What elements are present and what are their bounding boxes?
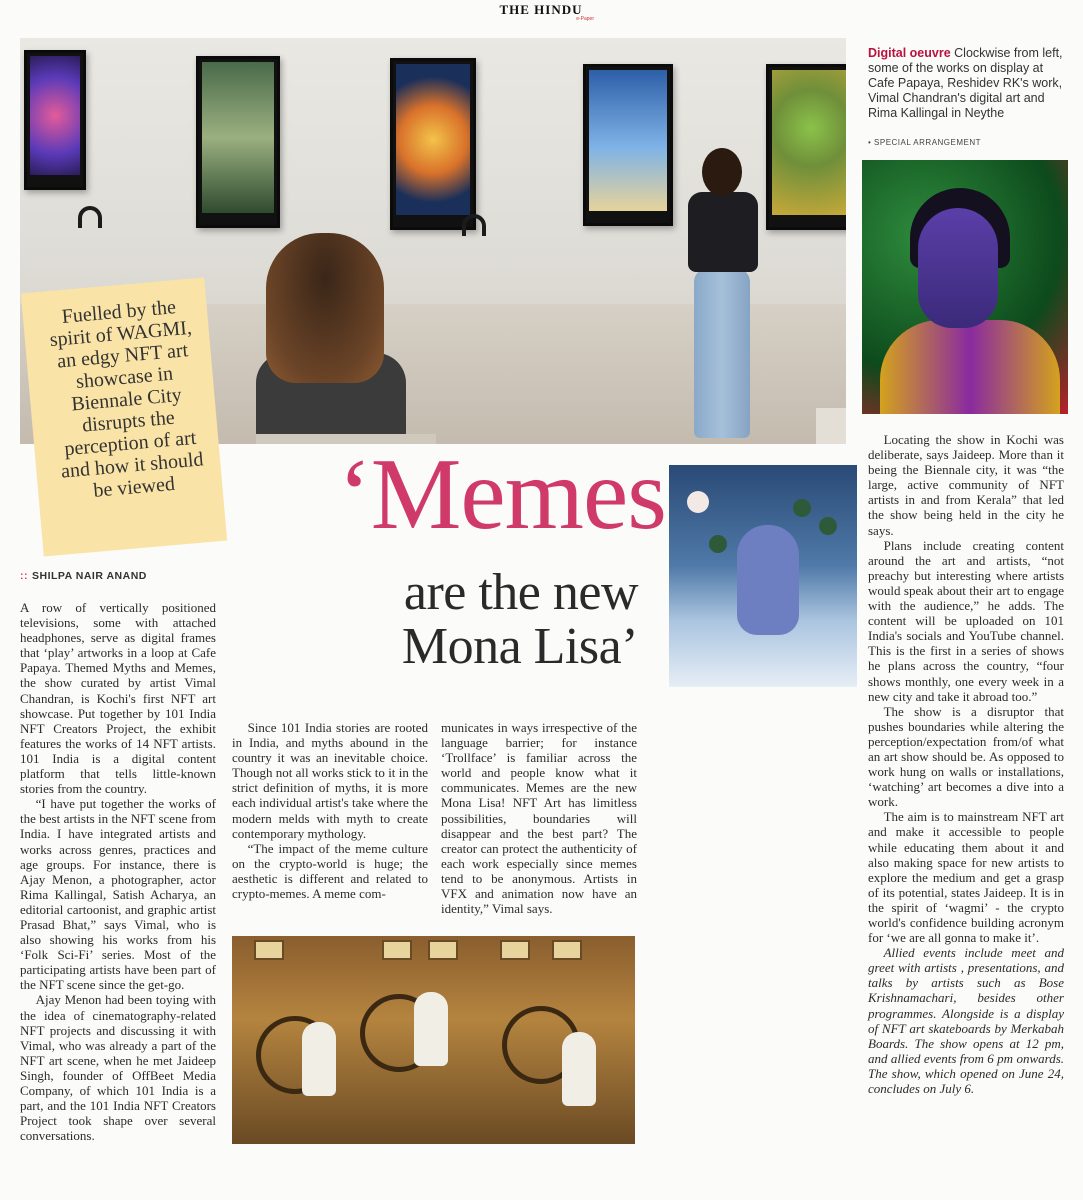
paragraph: Locating the show in Kochi was deliberate, says Jaideep. More than it being the Biennale city, it was “the large, active community of NFT artists in and from Kerala” that led the show being held in the city he says. [868,432,1064,538]
paragraph: The aim is to mainstream NFT art and make it accessible to people while educating them about it and also making space for new artists to explore the medium and get a grasp of its potential, states Jaideep. It is in the spirit of ‘wagmi’ - the crypto world's confidence building acronym for ‘we are all gonna to make it’. [868,809,1064,946]
tree [793,499,811,517]
gallery-photo-edge [816,408,846,444]
window [254,940,284,960]
masthead-edition: e-Paper [576,16,594,22]
paragraph: Plans include creating content around the art and artists, “not preachy but interesting where artists would speak about their art to engage with the audience,” he adds. The content will be uploaded on 101 India's socials and YouTube channel. This is the first in a series of shows he plans across the country, “four shows monthly, one every week in a new city and take it abroad too.” [868,537,1064,704]
photo-caption [868,46,1068,121]
headline-main: ‘Memes [337,438,666,551]
dancer [562,1032,596,1106]
headphones-icon [78,206,102,228]
paragraph: Ajay Menon had been toying with the idea of cinematography-related NFT projects and discussing it with Vimal, who was already a part of the NFT art scene, when he met Jaideep Singh, founder of OffBeet Media Company, of which 101 India is a part, and the 101 India NFT Creators Project took shape over several conversations. [20,992,216,1144]
paragraph: A row of vertically positioned televisions, some with attached headphones, serve as digital frames that ‘play’ artworks in a loop at Cafe Papaya. Themed Myths and Memes, the show curated by artist Vimal Chandran, is Kochi's first NFT art showcase. Put together by 101 India NFT Creators Project, the exhibit features the works of 14 NFT artists. 101 India is a digital content platform that tells little-known stories from the country. [20,600,216,797]
moon [687,491,709,513]
paragraph: Since 101 India stories are rooted in India, and myths abound in the country it was an inevitable choice. Though not all works stick to it in the strict definition of myths, it is more each individual artist's take where the modern melds with myth to create contemporary mythology. [232,720,428,841]
article-column-4 [868,432,1064,1096]
paragraph-italic: Allied events include meet and greet with artists , presentations, and talks by artists such as Bose Krishnamachari, besides other programmes. Alongside is a display of NFT art skateboards by Merkabah Boards. The show opens at 12 pm, and allied events from 6 pm onwards. The show, which opened on June 24, concludes on July 6. [868,945,1064,1097]
window [428,940,458,960]
byline-mark: :: [20,570,28,582]
pull-quote-text: Fuelled by the spirit of WAGMI, an edgy NFT art showcase in Biennale City disrupts the perception of art and how it should be viewed [48,296,205,502]
dancer [414,992,448,1066]
masthead [466,2,616,22]
dancer [302,1022,336,1096]
article-column-2 [232,720,428,901]
tv-screen [583,64,673,226]
visitor-seated [252,233,412,444]
visitor-standing [670,148,770,443]
tv-screen [766,64,846,230]
seated-figure [737,525,799,635]
tree [819,517,837,535]
window [500,940,530,960]
surreal-artwork [669,465,857,687]
caption-text: Clockwise from left, some of the works on display at Cafe Papaya, Reshidev RK's work, Vimal Chandran's digital art and Rima Kallingal in Neythe [868,46,1063,120]
caption-lead: Digital oeuvre [868,46,951,60]
pull-quote [21,277,227,556]
headphones-icon [462,214,486,236]
byline [20,570,147,582]
byline-name: SHILPA NAIR ANAND [32,570,147,582]
masthead-title: THE HINDU [499,2,583,17]
article-column-3 [441,720,637,916]
article-column-1 [20,600,216,1143]
tv-screen [196,56,280,228]
tv-screen [24,50,86,190]
window [382,940,412,960]
dance-photo [232,936,635,1144]
tree [709,535,727,553]
paragraph: “I have put together the works of the best artists in the NFT scene from India. I have integrated artists and works across genres, practices and age groups. For instance, there is Ajay Menon, a photographer, actor Rima Kallingal, Satish Acharya, an editorial cartoonist, and graphic artist Prasad Bhat,” says Vimal, who is also showing his works from his ‘Folk Sci-Fi’ series. Most of the participating artists have been part of the NFT scene since the get-go. [20,796,216,993]
photo-credit: • SPECIAL ARRANGEMENT [868,138,982,147]
portrait-artwork [862,160,1068,414]
window [552,940,582,960]
paragraph: “The impact of the meme culture on the crypto-world is huge; the aesthetic is different and related to crypto-memes. A meme com- [232,840,428,902]
paragraph: The show is a disruptor that pushes boundaries while altering the perception/expectation from/of what an art show should be. As opposed to work hung on walls or installations, ‘watching’ art becomes a dive into a work. [868,703,1064,810]
tv-screen [390,58,476,230]
paragraph: municates in ways irrespective of the language barrier; for instance ‘Trollface’ is familiar across the world and people know what it communicates. Memes are the new Mona Lisa! NFT Art has limitless possibilities, boundaries will disappear and the best part? The creator can protect the authenticity of each work especially since memes tend to be anonymous. Artists in VFX and animation now have an identity,” Vimal says. [441,720,637,917]
headline-sub: are the new Mona Lisa’ [401,564,638,675]
